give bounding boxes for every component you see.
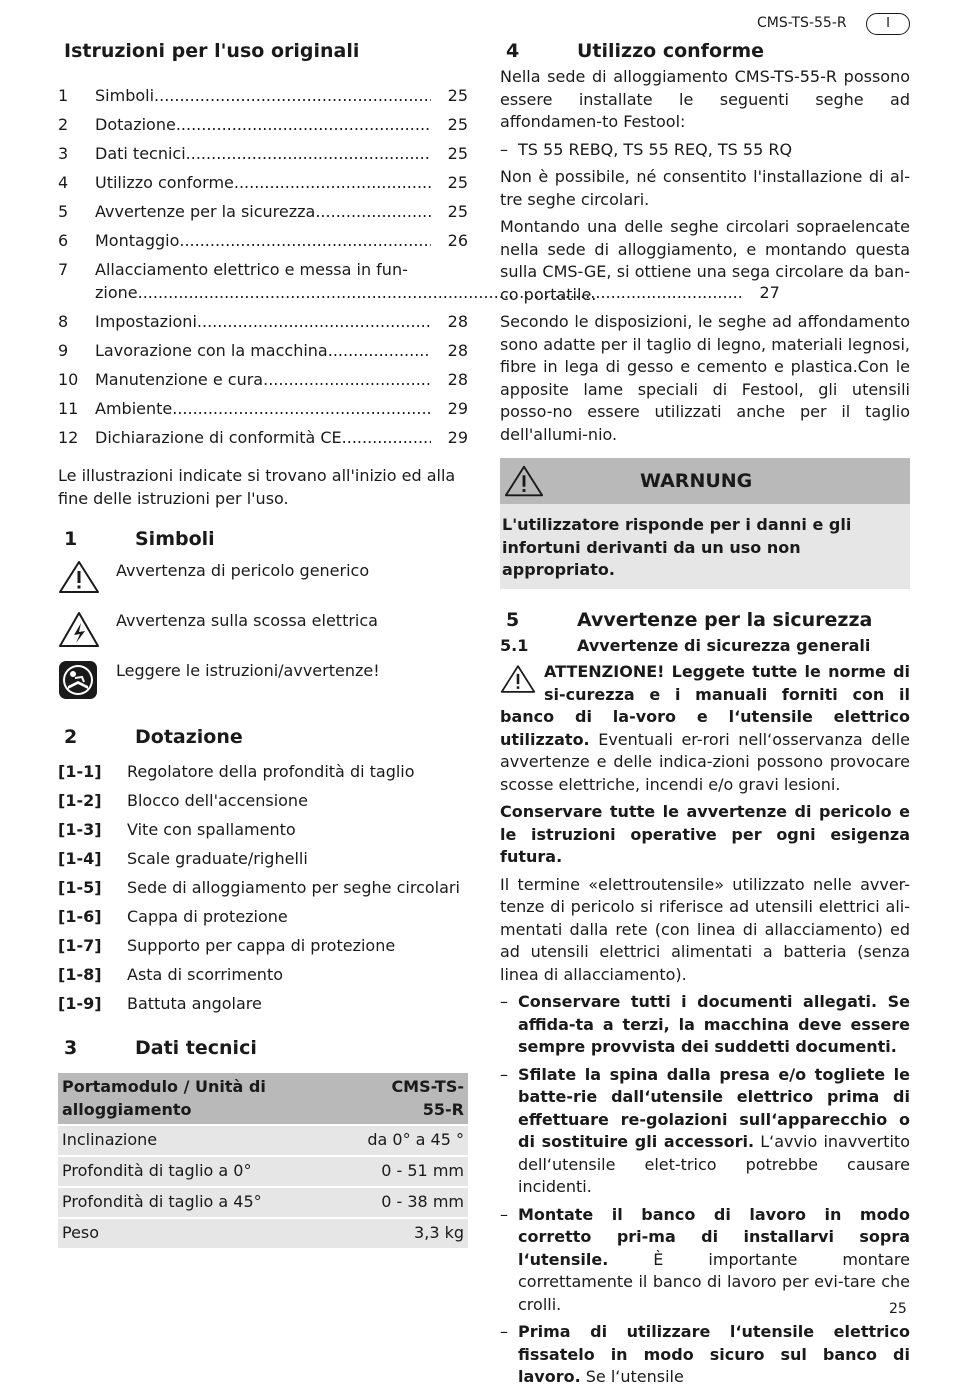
read-manual-icon	[58, 660, 116, 708]
paragraph: Nella sede di alloggiamento CMS-TS-55-R possono essere installate le seguenti seghe ad affondamen-to Festool:	[500, 67, 910, 131]
toc-row[interactable]: 4 Utilizzo conforme ..... 25	[58, 165, 468, 194]
section-heading-simboli: 1 Simboli	[64, 528, 215, 550]
warning-label: WARNUNG	[640, 469, 753, 492]
symbol-row: Avvertenza sulla scossa elettrica	[58, 610, 468, 660]
warning-triangle-icon	[500, 464, 552, 498]
list-item: [1-6] Cappa di protezione	[58, 907, 288, 927]
list-item: [1-3] Vite con spallamento	[58, 820, 296, 840]
table-row: Profondità di taglio a 45° 0 - 38 mm	[58, 1187, 468, 1218]
safety-bullet: – Sfilate la spina dalla presa e/o togliete le batte-rie dall‘utensile elettrico prima di effettuare re-golazioni sull‘apparecchio o di sostituire gli accessori. L‘avvio inavvertito dell‘utensile elet-trico potrebbe causare incidenti.	[500, 1064, 910, 1196]
list-item: [1-4] Scale graduate/righelli	[58, 849, 308, 869]
toc-row[interactable]: 7 Allacciamento elettrico e messa in fun- zione ..... 27	[58, 252, 468, 304]
table-row: Profondità di taglio a 0° 0 - 51 mm	[58, 1156, 468, 1187]
safety-bullet: – Montate il banco di lavoro in modo corretto pri-ma di installarvi sopra l‘utensile. È importante montare correttamente il banco di lavoro per evi-tare che crolli.	[500, 1204, 910, 1314]
subsection-heading: 5.1 Avvertenze di sicurezza generali	[500, 635, 871, 655]
section-heading-utilizzo-conforme: 4 Utilizzo conforme	[506, 40, 765, 62]
list-item: [1-9] Battuta angolare	[58, 994, 262, 1014]
toc-row[interactable]: 6 Montaggio ..... 26	[58, 223, 468, 252]
table-row: Inclinazione da 0° a 45 °	[58, 1125, 468, 1156]
saw-list-item: – TS 55 REBQ, TS 55 REQ, TS 55 RQ	[500, 139, 793, 159]
toc-row[interactable]: 11 Ambiente ..... 29	[58, 391, 468, 420]
table-row: Peso 3,3 kg	[58, 1218, 468, 1248]
toc-row[interactable]: 2 Dotazione ..... 25	[58, 107, 468, 136]
paragraph: Montando una delle seghe circolari sopraelencate nella sede di alloggiamento, e montando questa sulla CMS-GE, si ottiene una sega circolare da ban-co portatile.	[500, 217, 910, 304]
toc-row[interactable]: 10 Manutenzione e cura ..... 28	[58, 362, 468, 391]
technical-data-table	[58, 1073, 468, 1248]
warning-text: L'utilizzatore risponde per i danni e gli infortuni derivanti da un uso non appropriato.	[500, 504, 910, 589]
toc-row[interactable]: 1 Simboli ..... 25	[58, 78, 468, 107]
list-item: [1-8] Asta di scorrimento	[58, 965, 284, 985]
paragraph: Il termine «elettroutensile» utilizzato nelle avver-tenze di pericolo si riferisce ad utensili elettrici ali-mentati dalla rete (con linea di allacciamento) ed ad utensili elettrici alimentati a batteria (senza linea di allacciamento).	[500, 874, 910, 984]
attention-paragraph: ATTENZIONE! Leggete tutte le norme di si-curezza e i manuali forniti con il banco di la-voro e l‘utensile elettrico utilizzato. Eventuali er-rori nell‘osservanza delle avvertenze e delle indica-zioni possono provocare scosse elettriche, incendi e/o gravi lesioni.	[500, 662, 910, 794]
list-item: [1-7] Supporto per cappa di protezione	[58, 936, 396, 956]
warning-triangle-icon	[500, 661, 544, 699]
safety-bullet: – Conservare tutti i documenti allegati. Se affida-ta a terzi, la macchina deve essere sempre provvista dei suddetti documenti.	[500, 992, 910, 1056]
language-badge: I	[866, 13, 910, 35]
toc-row[interactable]: 3 Dati tecnici ..... 25	[58, 136, 468, 165]
toc-row[interactable]: 8 Impostazioni ..... 28	[58, 304, 468, 333]
toc-row[interactable]: 12 Dichiarazione di conformità CE ..... 29	[58, 420, 468, 449]
document-code: CMS-TS-55-R	[757, 15, 847, 31]
warning-triangle-icon	[58, 560, 116, 610]
toc-row[interactable]: 9 Lavorazione con la macchina ..... 28	[58, 333, 468, 362]
table-header-row: Portamodulo / Unità di alloggiamento CMS-TS-55-R	[58, 1073, 468, 1125]
symbol-row: Avvertenza di pericolo generico	[58, 560, 468, 610]
list-item: [1-2] Blocco dell'accensione	[58, 791, 308, 811]
scope-of-delivery-list	[58, 758, 468, 1019]
paragraph: Secondo le disposizioni, le seghe ad affondamento sono adatte per il taglio di legno, materiali legnosi, fibre in lega di gesso e cemento e plastica.Con le apposite lame speciali di Festool, gli utensili posso-no essere utilizzati anche per il taglio dell'allumi-nio.	[500, 312, 910, 444]
list-item: [1-1] Regolatore della profondità di taglio	[58, 762, 415, 782]
intro-paragraph: Le illustrazioni indicate si trovano all'inizio ed alla fine delle istruzioni per l'uso.	[58, 466, 456, 508]
page-number: 25	[889, 1301, 907, 1317]
warning-header	[500, 458, 910, 504]
paragraph: Non è possibile, né consentito l'installazione di al-tre seghe circolari.	[500, 167, 910, 209]
section-heading-dotazione: 2 Dotazione	[64, 726, 243, 748]
keep-instructions: Conservare tutte le avvertenze di pericolo e le istruzioni operative per ogni esigenza futura.	[500, 802, 910, 866]
list-item: [1-5] Sede di alloggiamento per seghe circolari	[58, 878, 460, 898]
right-column	[500, 38, 910, 1394]
electric-shock-icon	[58, 610, 116, 660]
section-heading-avvertenze: 5 Avvertenze per la sicurezza	[506, 608, 873, 631]
page-title: Istruzioni per l'uso originali	[64, 40, 360, 62]
safety-bullet: – Prima di utilizzare l‘utensile elettrico fissatelo in modo sicuro sul banco di lavoro. Se l‘utensile	[500, 1322, 910, 1386]
section-heading-dati-tecnici: 3 Dati tecnici	[64, 1037, 257, 1059]
warning-box	[500, 458, 910, 589]
toc-row[interactable]: 5 Avvertenze per la sicurezza ..... 25	[58, 194, 468, 223]
symbol-row: Leggere le istruzioni/avvertenze!	[58, 660, 468, 708]
